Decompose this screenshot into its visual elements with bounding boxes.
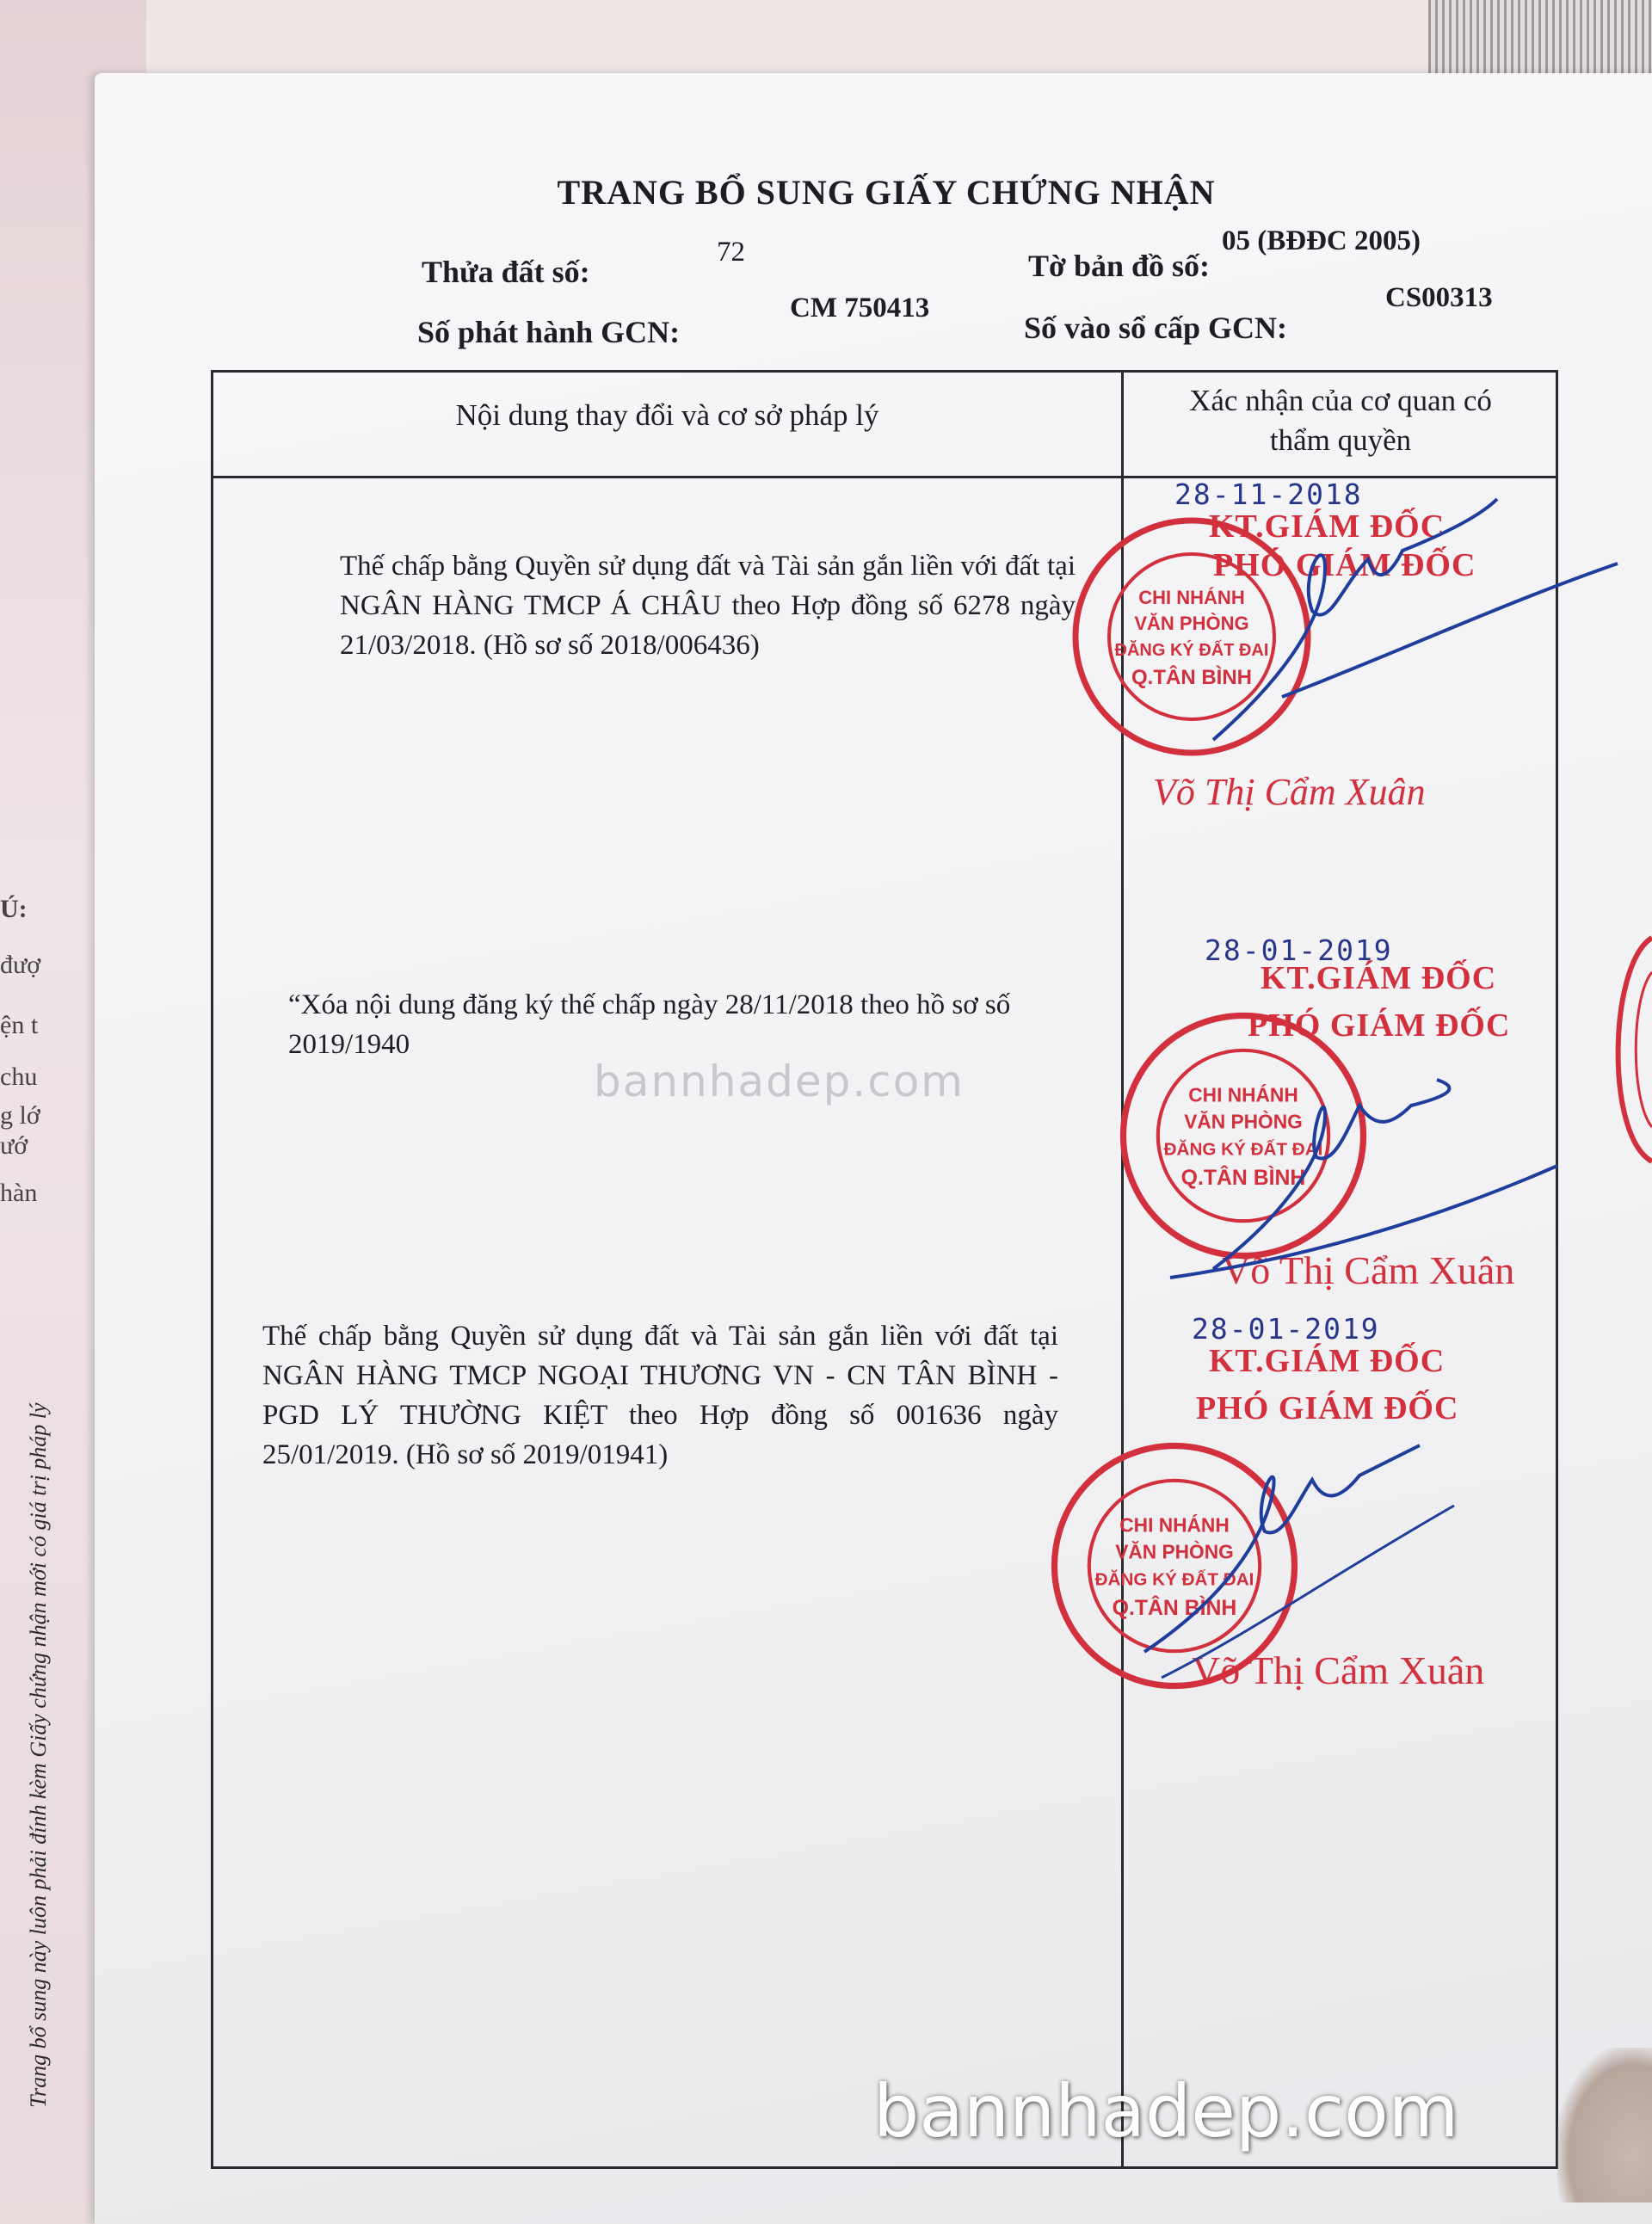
stamp-title: KT.GIÁM ĐỐC [1209, 1343, 1446, 1379]
stamp-date: 28-01-2019 [1205, 933, 1393, 967]
seal-line: VĂN PHÒNG [1134, 613, 1249, 634]
stamp-date: 28-01-2019 [1192, 1312, 1380, 1346]
seal-line: Q.TÂN BÌNH [1131, 666, 1252, 689]
seal-line: Q.TÂN BÌNH [1180, 1166, 1306, 1190]
seal-line: VĂN PHÒNG [1184, 1110, 1303, 1133]
signer-name: Võ Thị Cẩm Xuân [1153, 771, 1426, 813]
entry-content: Thế chấp bằng Quyền sử dụng đất và Tài sản gắn liền với đất tại NGÂN HÀNG TMCP Á CHÂU theo Hợp đồng số 6278 ngày 21/03/2018. (Hồ sơ số 2018/006436) [340, 551, 1076, 661]
seal-line: ĐĂNG KÝ ĐẤT ĐAI [1114, 641, 1269, 660]
register-number-label: Số vào sổ cấp GCN: [1024, 311, 1288, 345]
issue-number-value: CM 750413 [790, 293, 930, 323]
underlying-fragment: g lớ [0, 1101, 40, 1130]
signer-name: Võ Thị Cẩm Xuân [1192, 1648, 1485, 1692]
page-title: TRANG BỔ SUNG GIẤY CHỨNG NHẬN [557, 173, 1216, 212]
stamp-subtitle: PHÓ GIÁM ĐỐC [1213, 547, 1476, 583]
signature [1179, 482, 1626, 757]
column-header-confirmation [1125, 381, 1556, 460]
seal-line: CHI NHÁNH [1188, 1083, 1298, 1106]
parcel-value: 72 [717, 237, 745, 268]
stamp-date: 28-11-2018 [1174, 477, 1363, 511]
partial-seal-edge [1600, 929, 1652, 1170]
signer-name: Võ Thị Cẩm Xuân [1222, 1248, 1515, 1292]
signature [1093, 1428, 1489, 1686]
underlying-fragment: chu [0, 1063, 38, 1091]
seal-line: ĐĂNG KÝ ĐẤT ĐAI [1094, 1569, 1254, 1590]
stamp-subtitle: PHÓ GIÁM ĐỐC [1248, 1007, 1511, 1044]
column-header-content: Nội dung thay đổi và cơ sở pháp lý [455, 398, 879, 432]
entry-content: Thế chấp bằng Quyền sử dụng đất và Tài sản gắn liền với đất tại NGÂN HÀNG TMCP NGOẠI THƯƠNG VN - CN TÂN BÌNH - PGD LÝ THƯỜNG KIỆT theo Hợp đồng số 001636 ngày 25/01/2019. (Hồ sơ số 2019/01941) [262, 1321, 1058, 1470]
map-sheet-value: 05 (BĐĐC 2005) [1222, 225, 1421, 256]
underlying-fragment: đượ [0, 951, 41, 979]
column-header-confirmation-line2: thẩm quyền [1269, 423, 1412, 457]
side-note: Trang bổ sung này luôn phải đính kèm Giấy chứng nhận mới có giá trị pháp lý [26, 1402, 51, 2108]
seal-line: CHI NHÁNH [1119, 1513, 1230, 1537]
map-sheet-label: Tờ bản đồ số: [1028, 249, 1211, 283]
underlying-fragment: ện t [0, 1011, 39, 1039]
stamp-subtitle: PHÓ GIÁM ĐỐC [1196, 1390, 1459, 1426]
seal-line: VĂN PHÒNG [1115, 1540, 1234, 1563]
underlying-fragment: hàn [0, 1179, 38, 1207]
entry-content: “Xóa nội dung đăng ký thế chấp ngày 28/11/2018 theo hồ sơ số 2019/1940 [288, 989, 1011, 1060]
register-number-value: CS00313 [1385, 282, 1493, 313]
seal-line: ĐĂNG KÝ ĐẤT ĐAI [1163, 1139, 1323, 1160]
stamp-title: KT.GIÁM ĐỐC [1261, 960, 1497, 996]
signature [1162, 1063, 1566, 1286]
finger-shadow [1557, 2048, 1652, 2202]
column-header-confirmation-line1: Xác nhận của cơ quan có [1189, 384, 1492, 417]
stamp-title: KT.GIÁM ĐỐC [1209, 508, 1446, 545]
background-printout-edge [1428, 0, 1652, 77]
seal-line: CHI NHÁNH [1138, 587, 1245, 608]
parcel-label: Thửa đất số: [422, 255, 590, 289]
underlying-fragment: Ú: [0, 895, 28, 923]
watermark-middle: bannhadep.com [594, 1057, 965, 1106]
seal-line: Q.TÂN BÌNH [1112, 1596, 1237, 1620]
underlying-fragment: ướ [0, 1131, 28, 1160]
watermark-bottom: bannhadep.com [873, 2069, 1459, 2153]
issue-number-label: Số phát hành GCN: [417, 315, 681, 349]
